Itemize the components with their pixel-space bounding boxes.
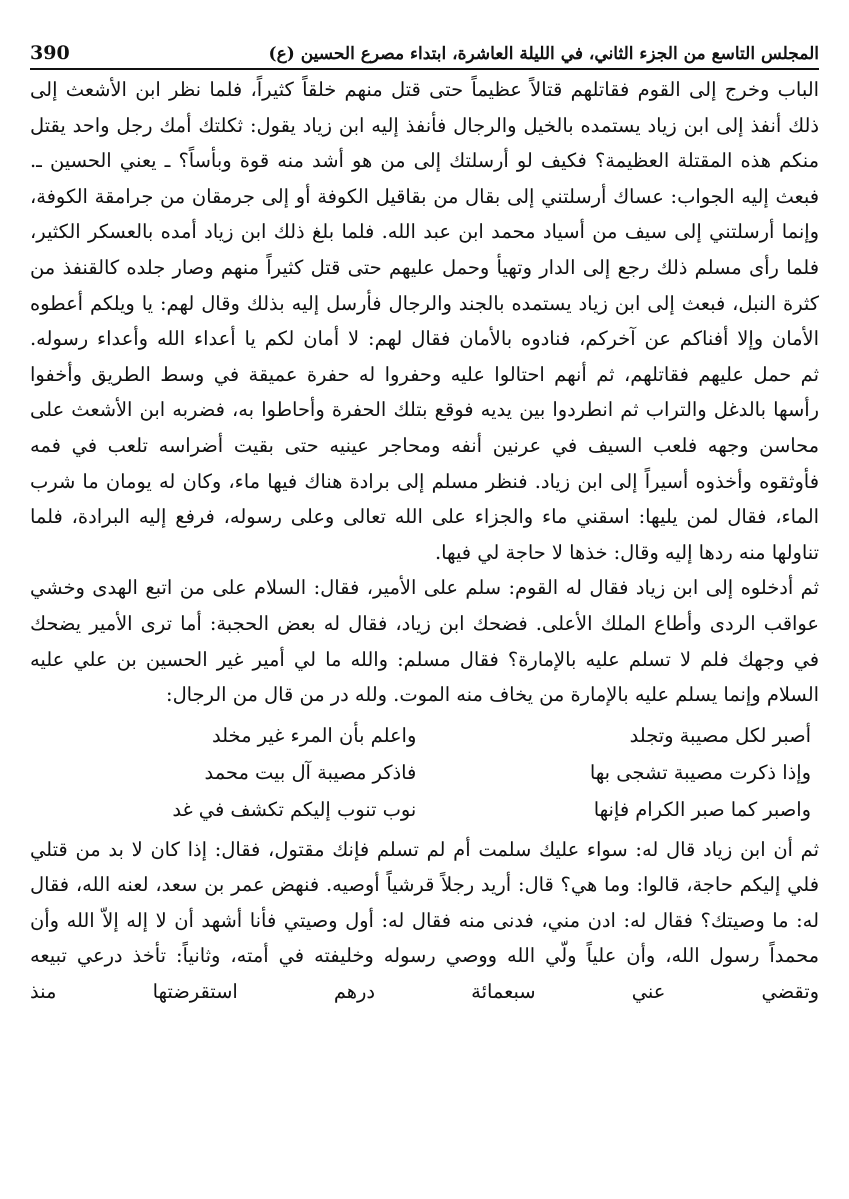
poem-verse — [30, 754, 819, 791]
running-title: المجلس التاسع من الجزء الثاني، في الليلة العاشرة، ابتداء مصرع الحسين (ع) — [268, 44, 819, 64]
verse-second-hemistich: نوب تنوب إليكم تكشف في غد — [172, 797, 417, 821]
verse-first-hemistich: واصبر كما صبر الكرام فإنها — [593, 797, 811, 821]
poem — [30, 717, 819, 828]
paragraph: الباب وخرج إلى القوم فقاتلهم قتالاً عظيماً حتى قتل منهم خلقاً كثيراً، فلما نظر ابن الأشعث إلى ذلك أنفذ إلى ابن زياد يستمده بالخيل والرجال فأنفذ إليه ابن زياد يقول: ثكلتك أمك رجل واحد يقتل منكم هذه المقتلة العظيمة؟ فكيف لو أرسلتك إلى من هو أشد منه قوة وبأساً؟ ـ يعني الحسين ـ. فبعث إليه الجواب: عساك أرسلتني إلى بقال من بقاقيل الكوفة أو إلى جرمقان من جرامقة الكوفة، وإنما أرسلتني إلى سيف من أسياد محمد ابن عبد الله. فلما بلغ ذلك ابن زياد أمده بالعسكر الكثير، فلما رأى مسلم ذلك رجع إلى الدار وتهيأ وحمل عليهم حتى قتل كثيراً منهم وصار جلده كالقنفذ من كثرة النبل، فبعث إلى ابن زياد يستمده بالجند والرجال فأرسل إليه بذلك وقال لهم: يا ويلكم أعطوه الأمان وإلا أفناكم عن آخركم، فنادوه بالأمان فقال لهم: لا أمان لكم يا أعداء الله وأعداء رسوله. — [30, 78, 819, 351]
paragraph: ثم أدخلوه إلى ابن زياد فقال له القوم: سلم على الأمير، فقال: السلام على من اتبع الهدى وخشي عواقب الردى وأطاع الملك الأعلى. فضحك ابن زياد، فقال له بعض الحجبة: أما ترى الأمير يضحك في وجهك فلم لا تسلم عليه بالإمارة؟ فقال مسلم: والله ما لي أمير غير الحسين بن علي عليه السلام وإنما يسلم عليه بالإمارة من يخاف منه الموت. ولله در من قال من الرجال: — [30, 576, 819, 707]
verse-first-hemistich: أصبر لكل مصيبة وتجلد — [629, 723, 811, 747]
page-number: 390 — [30, 42, 70, 64]
paragraph: ثم حمل عليهم فقاتلهم، ثم أنهم احتالوا عليه وحفروا له حفرة عميقة في وسط الطريق وأخفوا رأسها بالدغل والتراب ثم انطردوا بين يديه فوقع بتلك الحفرة وأحاطوا به، فضربه ابن الأشعث على محاسن وجهه فلعب السيف في عرنين أنفه ومحاجر عينيه حتى بقيت أضراسه تلعب في فمه فأوثقوه وأخذوه أسيراً إلى ابن زياد. فنظر مسلم إلى برادة هناك فيها ماء، وكان له يومان ما شرب الماء، فقال لمن يليها: اسقني ماء والجزاء على الله تعالى وعلى رسوله، فرفع إليه البرادة، فلما تناولها منه ردها إليه وقال: خذها لا حاجة لي فيها. — [30, 362, 819, 564]
page-header — [30, 28, 819, 70]
paragraph: ثم أن ابن زياد قال له: سواء عليك سلمت أم لم تسلم فإنك مقتول، فقال: إذا كان لا بد من قتلي فلي إليكم حاجة، قالوا: وما هي؟ قال: أريد رجلاً قرشياً أوصيه. فنهض عمر بن سعد، لعنه الله، فقال له: ما وصيتك؟ فقال له: ادن مني، فدنى منه فقال له: أول وصيتي فأنا أشهد أن لا إله إلاّ الله وأن محمداً رسول الله، وأن علياً ولّي الله ووصي رسوله وخليفته في أمته، وثانياً: تأخذ درعي تبيعه وتقضي عني سبعمائة درهم استقرضتها منذ — [30, 837, 819, 1004]
verse-second-hemistich: فاذكر مصيبة آل بيت محمد — [204, 760, 417, 784]
poem-verse — [30, 717, 819, 754]
page-body — [30, 72, 819, 1010]
verse-first-hemistich: وإذا ذكرت مصيبة تشجى بها — [589, 760, 811, 784]
poem-verse — [30, 791, 819, 828]
verse-second-hemistich: واعلم بأن المرء غير مخلد — [211, 723, 417, 747]
